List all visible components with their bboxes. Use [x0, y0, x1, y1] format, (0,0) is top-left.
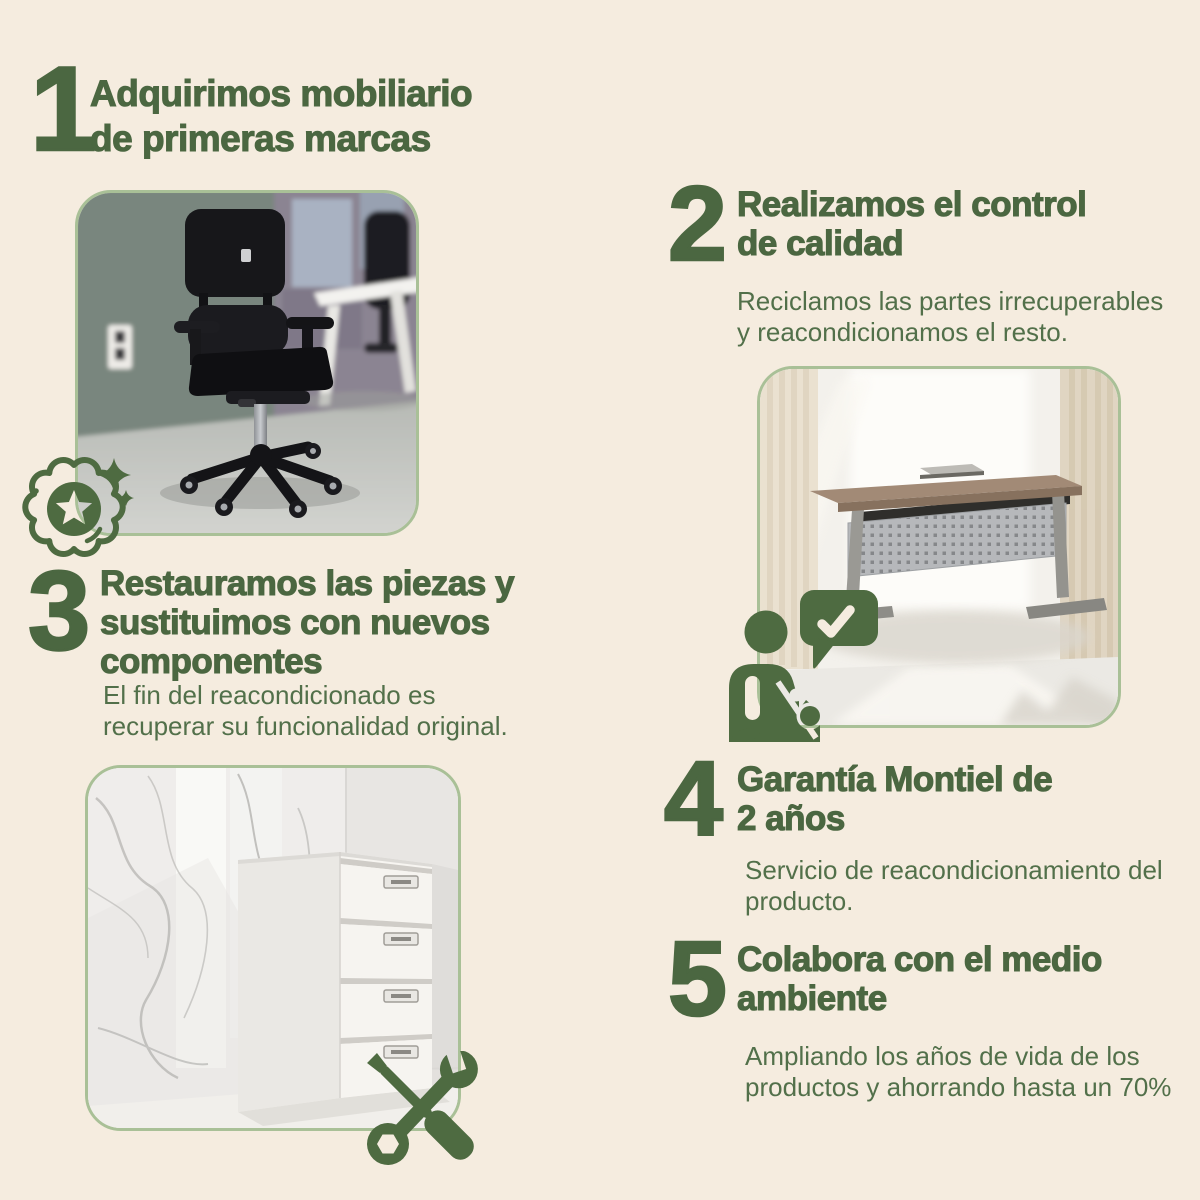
step1-number: 1 — [30, 42, 95, 176]
step1-title-line1: Adquirimos mobiliario — [90, 73, 473, 114]
step3-number: 3 — [28, 548, 89, 673]
tools-icon — [366, 1051, 484, 1189]
step3-body-line1: El fin del reacondicionado es — [103, 680, 436, 710]
step4-body-line1: Servicio de reacondicionamiento del — [745, 855, 1163, 885]
step5-title-line1: Colabora con el medio — [737, 940, 1102, 979]
step1-title-line2: de primeras marcas — [90, 118, 431, 159]
step1-title — [90, 71, 472, 161]
step4-body — [745, 855, 1163, 917]
step3-title — [100, 564, 514, 681]
step4-title-line1: Garantía Montiel de — [737, 760, 1053, 799]
step3-title-line3: componentes — [100, 642, 323, 681]
step5-body — [745, 1041, 1171, 1103]
step3-title-line1: Restauramos las piezas y — [100, 564, 515, 603]
step2-number: 2 — [668, 165, 725, 283]
step5-title — [737, 940, 1102, 1018]
support-check-icon — [726, 588, 880, 742]
step4-title-line2: 2 años — [737, 799, 845, 838]
step2-title-line2: de calidad — [737, 224, 904, 263]
step4-body-line2: producto. — [745, 886, 854, 916]
step2-body — [737, 286, 1163, 348]
step3-title-line2: sustituimos con nuevos — [100, 603, 490, 642]
person-head — [745, 611, 788, 654]
step3-body-line2: recuperar su funcionalidad original. — [103, 711, 508, 741]
step2-body-line1: Reciclamos las partes irrecuperables — [737, 286, 1164, 316]
step4-title — [737, 760, 1052, 838]
step5-body-line2: productos y ahorrando hasta un 70% — [745, 1072, 1172, 1102]
step5-number: 5 — [668, 920, 725, 1038]
step5-title-line2: ambiente — [737, 979, 887, 1018]
step2-title — [737, 185, 1086, 263]
step3-body — [103, 680, 508, 742]
step2-title-line1: Realizamos el control — [737, 185, 1087, 224]
step5-body-line1: Ampliando los años de vida de los — [745, 1041, 1140, 1071]
step2-body-line2: y reacondicionamos el resto. — [737, 317, 1068, 347]
step4-number: 4 — [664, 740, 721, 858]
